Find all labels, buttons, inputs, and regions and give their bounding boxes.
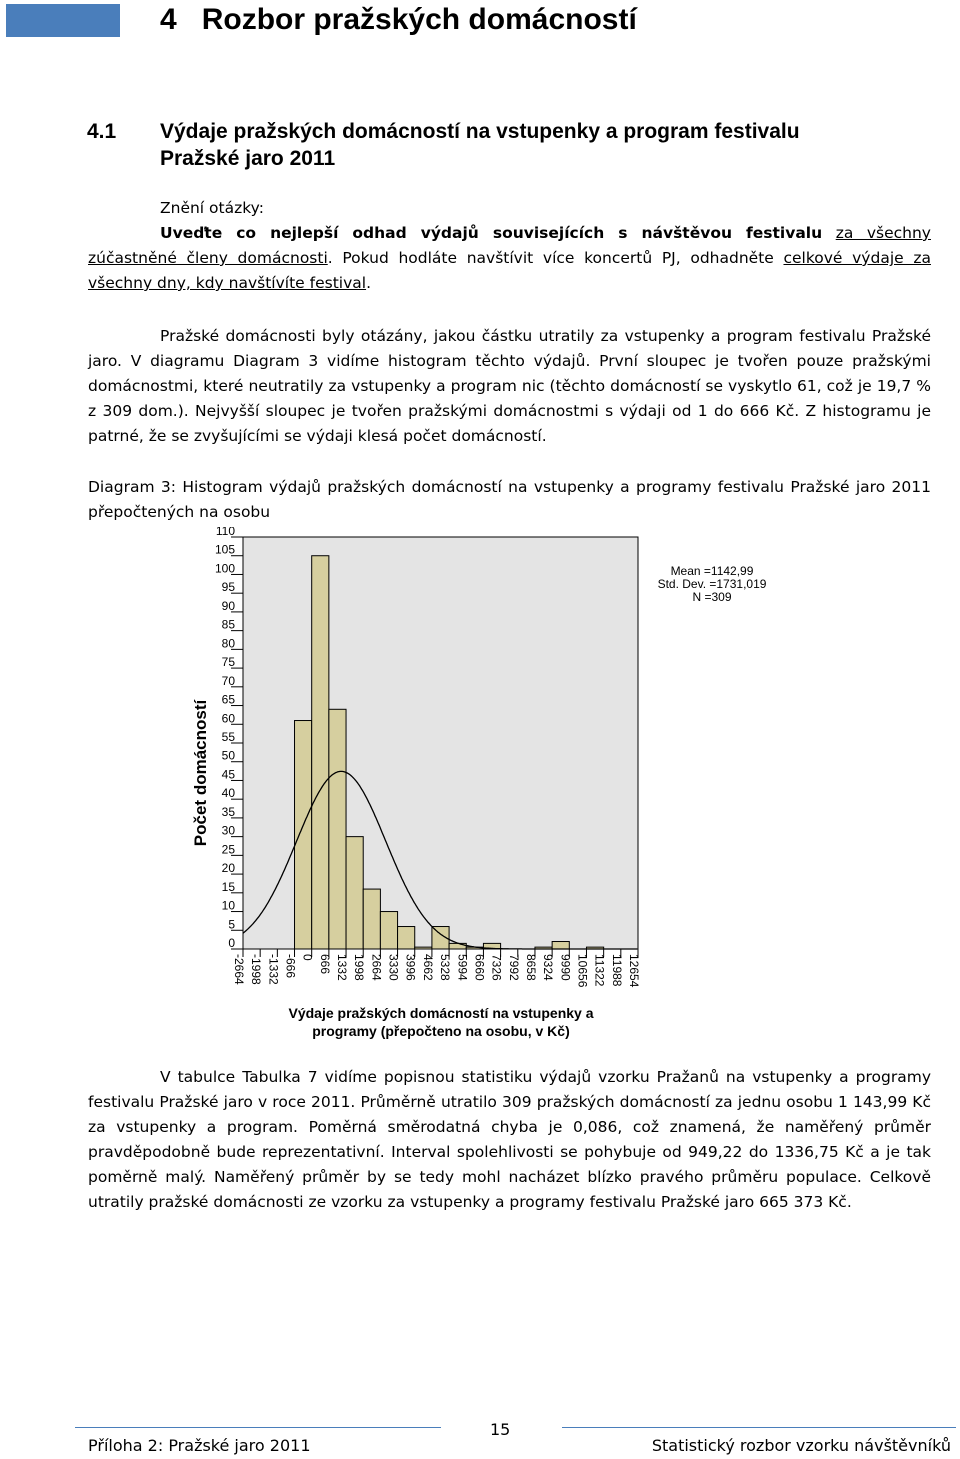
footer-divider-left <box>75 1427 441 1428</box>
chapter-color-bar <box>6 4 120 37</box>
x-tick-label: 11988 <box>609 954 624 987</box>
y-tick-label: 50 <box>221 748 235 763</box>
y-tick-label: 0 <box>228 936 235 950</box>
paragraph-2-text: V tabulce Tabulka 7 vidíme popisnou statistiku výdajů vzorku Pražanů na vstupenky a programy festivalu Pražské jaro v roce 2011. Průměrně utratilo 309 pražských domácností za jednu osobu 1 143,99 Kč za vstupenky a program. Poměrná směrodatná chyba je 0,086, což znamená, že naměřený průměr pravděpodobně bude reprezentativní. Interval spolehlivosti se pohybuje od 949,22 do 1336,75 Kč a je tak poměrně malý. Naměřený průměr by se tedy mohl nacházet blízko pravého průměru populace. Celkově utratily pražské domácnosti ze vzorku za vstupenky a programy festivalu Pražské jaro 665 373 Kč. <box>88 1068 931 1211</box>
y-tick-label: 55 <box>221 730 235 744</box>
x-tick-label: -2664 <box>232 954 246 985</box>
x-tick-label: 0 <box>300 954 315 961</box>
chapter-heading <box>160 0 637 40</box>
x-tick-label: 9324 <box>541 954 556 981</box>
histogram-bar <box>380 912 397 949</box>
histogram-bar <box>346 837 363 949</box>
stats-std-dev: Std. Dev. =1731,019 <box>657 577 767 591</box>
y-tick-label: 40 <box>221 786 235 801</box>
x-axis-label-line-1: Výdaje pražských domácností na vstupenky a <box>288 1005 594 1021</box>
x-tick-label: 12654 <box>627 954 641 988</box>
x-tick-label: 4662 <box>420 954 435 981</box>
x-tick-label: 9990 <box>558 954 573 981</box>
histogram-bar <box>415 947 432 949</box>
y-tick-label: 35 <box>221 804 235 819</box>
paragraph-statistics <box>88 1065 931 1215</box>
stats-mean: Mean =1142,99 <box>670 564 754 578</box>
section-title: Výdaje pražských domácností na vstupenky a program festivalu Pražské jaro 2011 <box>160 120 800 170</box>
question-underline-2: celkové výdaje za všechny dny, kdy navštívíte festival <box>88 249 931 292</box>
question-underline-1: za všechny zúčastněné členy domácnosti <box>88 224 931 267</box>
stats-n: N =309 <box>692 590 732 604</box>
question-end-text: . <box>366 274 371 292</box>
footer-right-text: Statistický rozbor vzorku návštěvníků <box>651 1436 951 1455</box>
x-tick-label: 1998 <box>352 954 367 981</box>
question-bold-text: Uveďte co nejlepší odhad výdajů souvisejících s návštěvou festivalu <box>160 224 823 242</box>
footer-left-text: Příloha 2: Pražské jaro 2011 <box>88 1436 311 1455</box>
y-tick-label: 100 <box>214 561 235 576</box>
y-tick-label: 45 <box>221 767 235 782</box>
y-tick-label: 70 <box>221 673 235 688</box>
y-tick-label: 60 <box>221 711 235 726</box>
chapter-title: Rozbor pražských domácností <box>201 3 637 36</box>
question-block <box>88 196 931 296</box>
x-tick-label: -1998 <box>249 954 264 985</box>
x-tick-label: 10656 <box>575 954 590 988</box>
histogram-bar <box>329 709 346 949</box>
y-tick-label: 110 <box>215 527 235 538</box>
paragraph-1-text: Pražské domácnosti byly otázány, jakou částku utratily za vstupenky a program festivalu Pražské jaro. V diagramu Diagram 3 vidíme histogram těchto výdajů. První sloupec je tvořen pouze pražskými domácnostmi, které neutratily za vstupenky a program nic (těchto domácností se vyskytlo 61, což je 19,7 % z 309 dom.). Nejvyšší sloupec je tvořen pražskými domácnostmi s výdaji od 1 do 666 Kč. Z histogramu je patrné, že se zvyšujícími se výdaji klesá počet domácností. <box>88 327 931 445</box>
y-tick-label: 105 <box>214 542 235 557</box>
histogram-bar <box>295 721 312 949</box>
y-tick-label: 80 <box>221 636 235 651</box>
histogram-bar <box>398 927 415 949</box>
x-tick-label: 5328 <box>438 954 453 981</box>
chapter-number: 4 <box>160 3 177 36</box>
question-mid-text: . Pokud hodláte navštívit více koncertů PJ, odhadněte <box>327 249 774 267</box>
y-tick-label: 95 <box>221 580 235 595</box>
x-tick-label: 5994 <box>455 954 470 981</box>
y-tick-label: 30 <box>221 823 235 838</box>
y-tick-label: 65 <box>221 692 235 707</box>
diagram-caption: Diagram 3: Histogram výdajů pražských domácností na vstupenky a programy festivalu Pražské jaro 2011 přepočtených na osobu <box>88 478 931 521</box>
footer-divider-right <box>562 1427 956 1428</box>
x-tick-label: -666 <box>283 954 298 979</box>
x-tick-label: 2664 <box>369 954 384 981</box>
y-tick-label: 5 <box>228 917 235 932</box>
y-tick-label: 10 <box>221 898 235 913</box>
y-tick-label: 25 <box>221 842 235 857</box>
histogram-bar <box>552 942 569 949</box>
histogram-chart <box>170 527 770 1047</box>
y-tick-label: 75 <box>221 655 235 670</box>
y-tick-label: 90 <box>221 598 235 613</box>
histogram-bar <box>363 889 380 949</box>
histogram-bar <box>312 556 329 949</box>
paragraph-histogram-intro <box>88 324 931 449</box>
x-tick-label: 1332 <box>335 954 350 981</box>
x-tick-label: 3996 <box>403 954 418 981</box>
x-axis-label-line-2: programy (přepočteno na osobu, v Kč) <box>312 1023 570 1039</box>
x-tick-label: 6660 <box>472 954 487 981</box>
x-tick-label: 8658 <box>523 954 538 981</box>
x-tick-label: 11322 <box>592 954 607 987</box>
section-number: 4.1 <box>87 120 117 143</box>
x-tick-label: -1332 <box>266 954 281 985</box>
question-label: Znění otázky: <box>160 199 264 217</box>
x-tick-label: 7326 <box>489 954 504 981</box>
y-tick-label: 15 <box>221 879 235 894</box>
y-tick-label: 85 <box>221 617 235 632</box>
x-tick-label: 7992 <box>506 954 521 981</box>
y-axis-label: Počet domácností <box>191 699 210 847</box>
x-tick-label: 3330 <box>386 954 401 981</box>
page-number: 15 <box>490 1420 511 1439</box>
y-tick-label: 20 <box>221 861 235 876</box>
x-tick-label: 666 <box>317 954 332 975</box>
